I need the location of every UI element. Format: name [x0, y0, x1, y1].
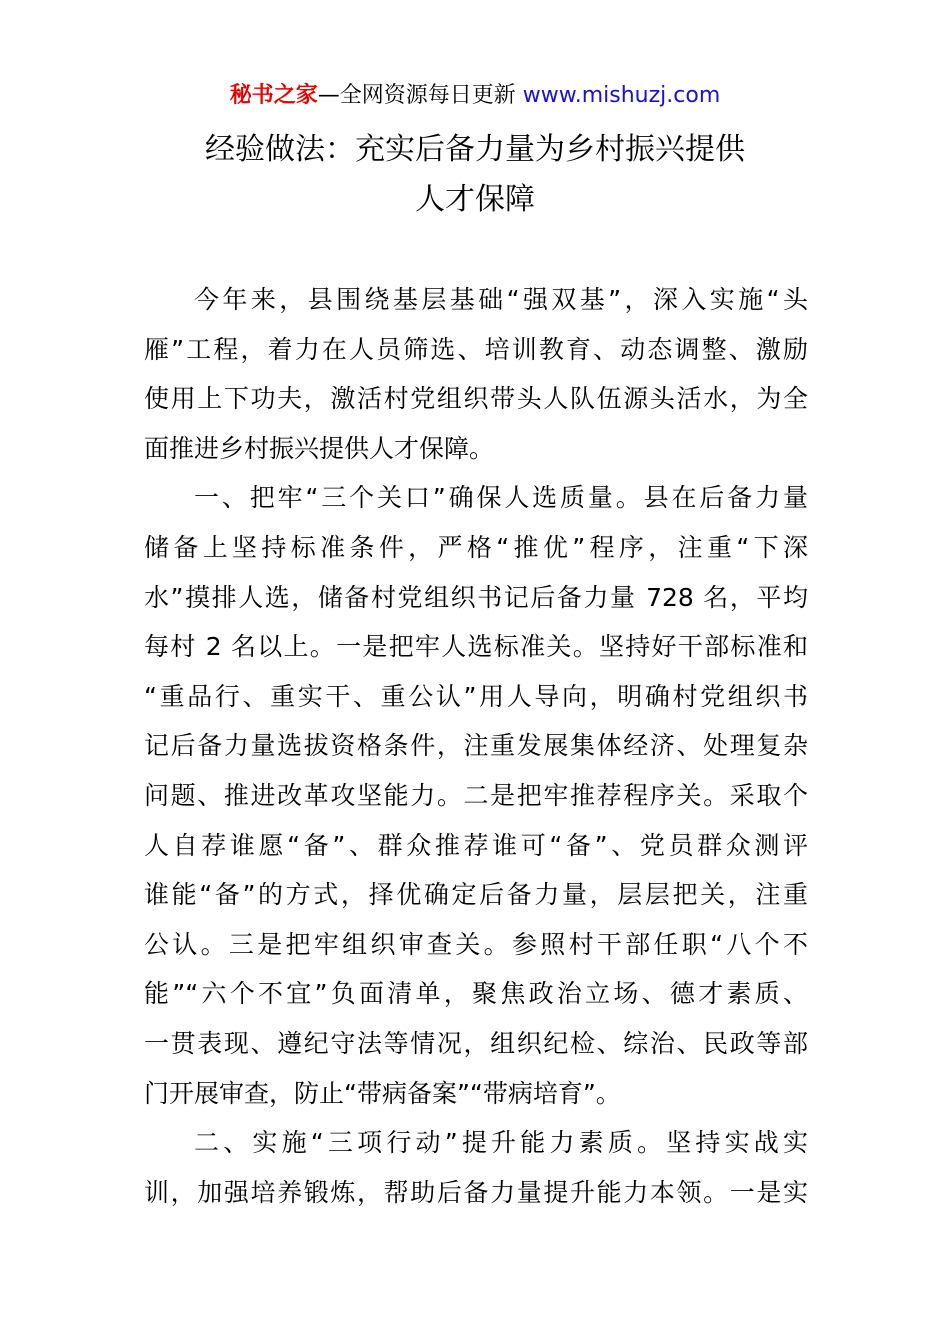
body-text-line: 一、把牢“三个关口”确保人选质量。县在后备力量 — [194, 483, 808, 513]
body-text-line: 水”摸排人选，储备村党组织书记后备力量 728 名，平均 — [144, 582, 808, 612]
body-text-line: 每村 2 名以上。一是把牢人选标准关。坚持好干部标准和 — [144, 632, 808, 662]
body-text-line: 问题、推进改革攻坚能力。二是把牢推荐程序关。采取个 — [144, 780, 808, 810]
site-url-link[interactable]: www.mishuzj.com — [522, 83, 721, 108]
body-text-line: 公认。三是把牢组织审查关。参照村干部任职“八个不 — [144, 929, 808, 959]
body-text-line: 训，加强培养锻炼，帮助后备力量提升能力本领。一是实 — [144, 1177, 808, 1207]
body-text-line: “重品行、重实干、重公认”用人导向，明确村党组织书 — [144, 681, 808, 711]
body-text-line: 储备上坚持标准条件，严格“推优”程序，注重“下深 — [144, 532, 808, 562]
body-text-line: 面推进乡村振兴提供人才保障。 — [144, 433, 495, 463]
body-text-line: 记后备力量选拔资格条件，注重发展集体经济、处理复杂 — [144, 731, 808, 761]
body-text-line: 门开展审查，防止“带病备案”“带病培育”。 — [144, 1078, 621, 1108]
body-text-line: 一贯表现、遵纪守法等情况，组织纪检、综治、民政等部 — [144, 1028, 808, 1058]
body-text-line: 使用上下功夫，激活村党组织带头人队伍源头活水，为全 — [144, 384, 808, 414]
body-text-line: 能”“六个不宜”负面清单，聚焦政治立场、德才素质、 — [144, 979, 808, 1009]
body-text-line: 谁能“备”的方式，择优确定后备力量，层层把关，注重 — [144, 880, 808, 910]
document-title-line-2: 人才保障 — [415, 182, 535, 217]
body-text-line: 今年来，县围绕基层基础“强双基”，深入实施“头 — [194, 285, 808, 314]
body-text-line: 人自荐谁愿“备”、群众推荐谁可“备”、党员群众测评 — [144, 830, 808, 860]
document-body — [144, 275, 808, 1217]
site-header — [0, 80, 950, 112]
brand-name: 秘书之家 — [229, 83, 318, 108]
header-tagline: —全网资源每日更新 — [317, 83, 523, 108]
body-text-line: 雁”工程，着力在人员筛选、培训教育、动态调整、激励 — [144, 334, 808, 364]
body-text-line: 二、实施“三项行动”提升能力素质。坚持实战实 — [194, 1128, 808, 1158]
document-title-line-1: 经验做法：充实后备力量为乡村振兴提供 — [205, 132, 745, 167]
